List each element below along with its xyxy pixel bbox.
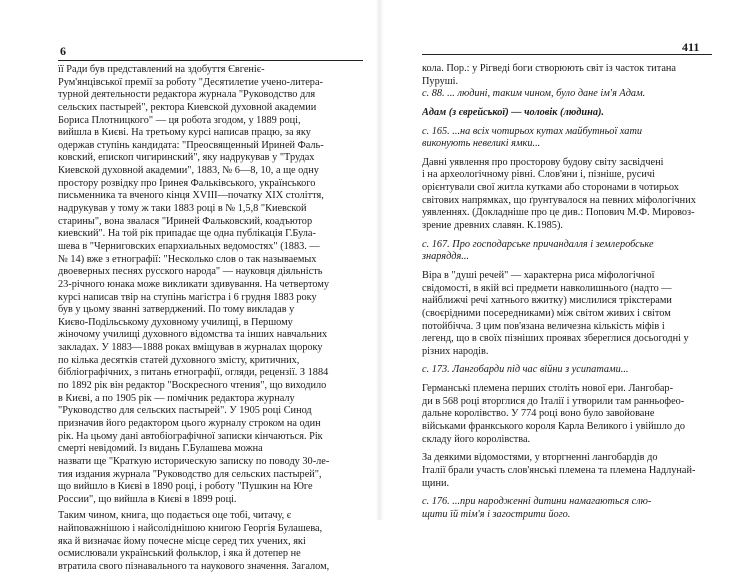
text-line: ковский, епископ чигиринский", яку надрукував у "Трудах xyxy=(58,152,315,164)
text-line: Адам (з єврейської) — чоловік (людина). xyxy=(422,106,604,118)
text-line: курсі написав твір на ступінь магістра і 6 грудня 1883 року xyxy=(58,291,317,303)
right-page-text xyxy=(422,63,710,522)
text-line: Давні уявлення про просторову будову світу засвідчені xyxy=(422,156,664,168)
text-line: киевский". На той рік припадає ще одна публікація Г.Була- xyxy=(58,228,316,240)
text-line: знаряддя... xyxy=(422,251,469,263)
text-line: найповажнішою і найсолiднішою книгою Георгія Булашева, xyxy=(58,523,323,535)
text-line: складу його королівства. xyxy=(422,433,531,445)
text-line: Києво-Подільському духовному училищі, в Першому xyxy=(58,316,293,328)
text-line: найближчі речі хатнього вжитку) мислилися трікстерами xyxy=(422,295,672,307)
text-line: щини. xyxy=(422,477,450,489)
text-line: призначив його редактором цього журналу строком на один xyxy=(58,417,321,429)
text-line: потойбічча. З цим пов'язана величезна кількість міфів і xyxy=(422,320,665,332)
text-line: с. 167. Про господарське причандалля і землеробське xyxy=(422,238,654,250)
text-line: простору розвідку про Іринея Фальківського, українського xyxy=(58,177,316,189)
text-line: Таким чином, книга, що подається оце тобі, читачу, є xyxy=(58,510,292,522)
text-line: кола. Пор.: у Рігведі боги створюють світ із часток титана xyxy=(422,63,676,74)
text-line: с. 88. ... людині, таким чином, було дане ім'я Адам. xyxy=(422,88,646,100)
text-line: жіночому училищі духовного відомства та інших навчальних xyxy=(58,329,328,341)
text-line: військами франкського короля Карла Великого і увійшло до xyxy=(422,421,685,433)
text-line: (своєрідними посередниками) між світом живих і світом xyxy=(422,307,671,319)
text-line: Германські племена перших століть нової ери. Лангобар- xyxy=(422,383,674,395)
text-line: був у цьому званні затверджений. По тому викладав у xyxy=(58,304,295,316)
right-page xyxy=(382,0,750,520)
text-line: ди в 568 році вторглися до Італії і утворили там ранньофео- xyxy=(422,395,685,407)
page-number-right: 411 xyxy=(682,40,700,54)
text-line: орієнтували свої житла кутками або сторонами в чотирьох xyxy=(422,182,679,194)
text-line: свідомості, в якій всі предмети навколишнього (надто — xyxy=(422,282,672,294)
text-line: вийшла в Києві. На третьому курсі написав працю, за яку xyxy=(58,127,311,139)
text-line: старины", вона звалася "Ириней Фальковский, коадъютор xyxy=(58,215,313,227)
text-line: світових напрямках, що ґрунтувалося на певних міфологічних xyxy=(422,194,696,206)
text-line: зрение древних славян. К.1985). xyxy=(422,220,563,232)
header-rule-right xyxy=(422,54,712,55)
text-line: осмислювали український фольклор, і яка й дотепер не xyxy=(58,548,301,560)
text-line: Пуруші. xyxy=(422,75,459,87)
text-line: 23-річного юнака може викликати здивування. На четвертому xyxy=(58,278,330,290)
text-line: дальне королівство. У 774 році воно було завойоване xyxy=(422,408,655,420)
text-line: Киевской духовной академии", 1883, № 6—8, 10, а ще одну xyxy=(58,165,319,177)
text-line: в Києві, а по 1905 рік — помічник редактора журналу xyxy=(58,392,295,404)
left-page-text xyxy=(58,64,365,574)
text-line: Рум'янцівської премії за роботу "Десятилетие учено-литера- xyxy=(58,76,323,88)
header-rule-left xyxy=(58,60,363,61)
text-line: Бориса Плотницкого" — ця робота згодом, у 1889 році, xyxy=(58,114,301,126)
text-line: уявленнях. (Докладніше про це див.: Попович М.Ф. Мировоз- xyxy=(422,207,695,219)
text-line: назвати ще "Краткую историческую записку по поводу 30-ле- xyxy=(58,455,330,467)
text-line: щити їй тім'я і загострити його. xyxy=(422,508,571,520)
text-line: легенд, що в своїх пізніших проявах збереглися досьогодні у xyxy=(422,333,689,345)
text-line: сельских пастырей", ректора Киевской духовной академии xyxy=(58,101,317,113)
text-line: с. 173. Лангобарди під час війни з усипатами... xyxy=(422,364,629,376)
text-line: России", що вийшла в Києві в 1899 році. xyxy=(58,493,237,505)
text-line: різних народів. xyxy=(422,345,489,357)
text-line: Італії брали участь слов'янські племена та племена Надлунай- xyxy=(422,464,696,476)
text-line: втратила свого пізнавального та наукового значення. Загалом, xyxy=(58,560,330,572)
text-line: по кілька десятків статей духовного змісту, критичних, xyxy=(58,354,300,366)
text-line: надрукував у тому ж таки 1883 році в № 1,5,8 "Киевской xyxy=(58,203,307,215)
text-line: письменника та вченого кінця XVIII—початку XIX століття, xyxy=(58,190,324,202)
text-line: її Ради був представлений на здобуття Євгеніє- xyxy=(58,64,265,75)
text-line: За деякими відомостями, у вторгненні лангобардів до xyxy=(422,452,658,464)
text-line: по 1892 рік він редактор "Воскресного чтения", що виходило xyxy=(58,380,327,392)
text-line: рік. На цьому дані автобіографічної записки кінчаються. Рік xyxy=(58,430,323,442)
text-line: закладах. У 1883—1888 роках вміщував в журналах щороку xyxy=(58,342,323,354)
text-line: двоеверных песнях русского народа" — науковця діяльність xyxy=(58,266,323,278)
text-line: що вийшло в Києві в 1890 році, і роботу "Пушкин на Юге xyxy=(58,481,313,493)
text-line: одержав ступінь кандидата: "Преосвященный Ириней Фаль- xyxy=(58,139,324,151)
text-line: Віра в "душі речей" — характерна риса міфологічної xyxy=(422,269,655,281)
text-line: смерті невідомий. Із видань Г.Булашева можна xyxy=(58,443,263,455)
text-line: "Руководство для сельских пастырей". У 1905 році Синод xyxy=(58,405,312,417)
text-line: с. 165. ...на всіх чотирьох кутах майбутньої хати xyxy=(422,125,643,137)
text-line: і на археологічному рівні. Слов'яни і, пізніше, русичі xyxy=(422,169,655,181)
text-line: тия издания журнала "Руководство для сельских пастырей", xyxy=(58,468,322,480)
text-line: бібліографічних, з питань етнографії, огляди, рецензії. З 1884 xyxy=(58,367,329,379)
text-line: шева в "Черниговских епархиальных ведомостях" (1883. — xyxy=(58,240,320,252)
text-line: № 14) вже з етнографії: "Несколько слов о так называемых xyxy=(58,253,317,265)
text-line: виконують невеликі ямки... xyxy=(422,138,541,150)
text-line: турной деятельности редактора журнала "Руководство для xyxy=(58,89,316,101)
text-line: яка й визначає йому почесне місце серед тих учених, які xyxy=(58,535,306,547)
text-line: с. 176. ...при народженні дитини намагаються слю- xyxy=(422,496,652,508)
page-number-left: 6 xyxy=(60,44,66,58)
